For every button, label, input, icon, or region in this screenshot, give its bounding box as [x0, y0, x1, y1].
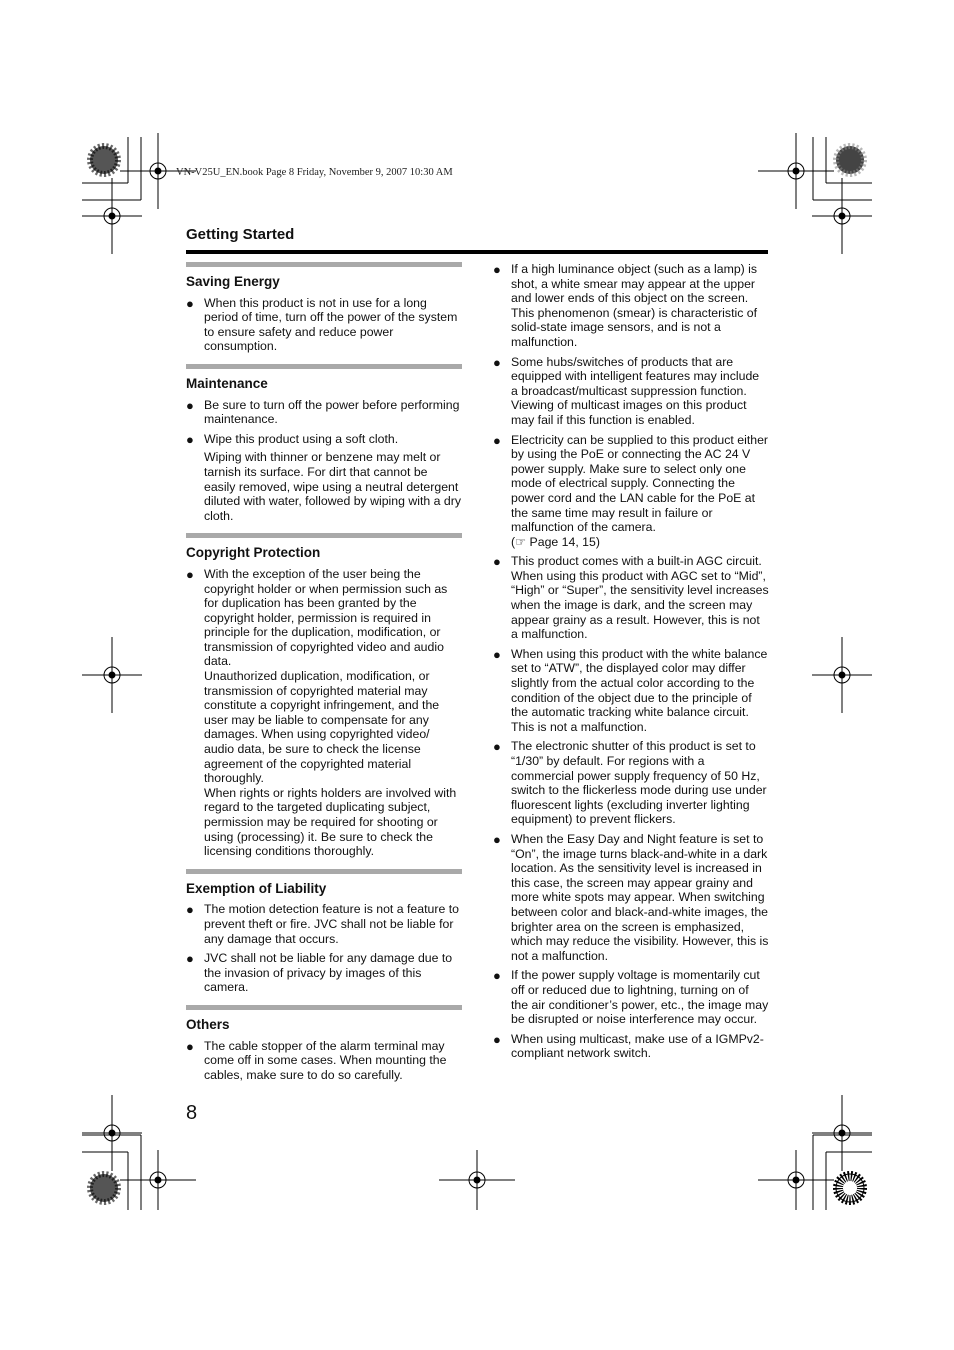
bullet-icon: ●	[493, 831, 501, 847]
bullet-item	[186, 1039, 462, 1083]
bullet-text: If the power supply voltage is momentarily cut off or reduced due to lightning, turning on of the air conditioner’s power, etc., the image may be disrupted or noise interference may occur.	[511, 968, 769, 1027]
bullet-text: If a high luminance object (such as a lamp) is shot, a white smear may appear at the upper and lower ends of this object on the screen. This phenomenon (smear) is characteristic of solid-state image sensors, and is not a malfunction.	[511, 262, 758, 349]
bullet-icon: ●	[493, 739, 501, 755]
section-heading: Copyright Protection	[186, 545, 321, 561]
bullet-text: This product comes with a built-in AGC circuit. When using this product with AGC set to “Mid”, “High” or “Super”, the sensitivity level increases when the image is dark, and the screen may appear grainy as a result. However, this is not a malfunction.	[511, 554, 769, 642]
bullet-item	[493, 647, 769, 735]
bullet-text: Unauthorized duplication, modification, or transmission of copyrighted material may constitute a copyright infringement, and the user may be liable to compensate for any damages. When using copyrighted video/ audio data, be sure to check the license agreement of the copyrighted material thoroughly.	[204, 669, 440, 786]
bullet-text: JVC shall not be liable for any damage due to the invasion of privacy by images of this camera.	[204, 951, 453, 995]
bullet-icon: ●	[186, 566, 194, 582]
bullet-item	[493, 433, 769, 550]
section	[186, 869, 462, 995]
bullet-icon: ●	[186, 951, 194, 967]
bullet-text: The cable stopper of the alarm terminal may come off in some cases. When mounting the cables, make sure to do so carefully.	[204, 1038, 447, 1082]
page-reference: (☞ Page 14, 15)	[511, 534, 600, 549]
right-column	[493, 262, 769, 1066]
bullet-icon: ●	[186, 1038, 194, 1054]
bullet-item	[186, 398, 462, 427]
bullet-text: The motion detection feature is not a feature to prevent theft or fire. JVC shall not be liable for any damage that occurs.	[204, 902, 459, 946]
section	[186, 533, 462, 858]
bullet-text: When this product is not in use for a long period of time, turn off the power of the system to ensure safety and reduce power consumption.	[204, 295, 458, 354]
bullet-icon: ●	[186, 397, 194, 413]
bullet-icon: ●	[493, 646, 501, 662]
bullet-icon: ●	[493, 354, 501, 370]
bullet-icon: ●	[493, 432, 501, 448]
bullet-icon: ●	[186, 295, 194, 311]
bullet-icon: ●	[493, 1031, 501, 1047]
bullet-text: When using multicast, make use of a IGMPv2-compliant network switch.	[511, 1031, 764, 1061]
section-heading: Exemption of Liability	[186, 880, 327, 896]
section-divider	[186, 262, 462, 267]
bullet-icon: ●	[493, 968, 501, 984]
bullet-item	[186, 951, 462, 995]
bullet-item	[186, 902, 462, 946]
section-heading: Maintenance	[186, 375, 268, 391]
bullet-item	[493, 968, 769, 1026]
bullet-text: Wiping with thinner or benzene may melt or tarnish its surface. For dirt that cannot be easily removed, wipe using a neutral detergent diluted with water, followed by wiping with a dry cloth.	[204, 450, 461, 523]
page-title: Getting Started	[186, 226, 295, 243]
section-heading: Saving Energy	[186, 274, 280, 289]
print-header: VN-V25U_EN.book Page 8 Friday, November 9, 2007 10:30 AM	[176, 167, 453, 178]
section-divider	[186, 1005, 462, 1010]
section	[186, 1005, 462, 1082]
bullet-item	[186, 296, 462, 354]
bullet-text: When the Easy Day and Night feature is set to “On”, the image turns black-and-white in a dark location. As the sensitivity level is increased in this case, the screen may appear grainy and more white spots may appear. When switching between color and black-and-white images, the brighter area on the screen is emphasized, which may reduce the visibility. However, this is not a malfunction.	[511, 831, 769, 963]
bullet-item	[186, 567, 462, 859]
section	[186, 262, 462, 354]
bullet-icon: ●	[493, 262, 501, 277]
bullet-item	[493, 355, 769, 428]
bullet-icon: ●	[186, 431, 194, 447]
bullet-text: When using this product with the white balance set to “ATW”, the displayed color may differ slightly from the actual color according to the condition of the object due to the principle of the automatic tracking white balance circuit. This is not a malfunction.	[511, 646, 768, 734]
page-number: 8	[186, 1102, 198, 1124]
bullet-text: The electronic shutter of this product is set to “1/30” by default. For regions with a commercial power supply frequency of 50 Hz, switch to the flickerless mode during use under fluorescent lights (excluding inverter lighting equipment) to prevent flickers.	[511, 739, 767, 827]
bullet-item	[493, 554, 769, 642]
section-divider	[186, 364, 462, 369]
title-rule	[186, 250, 768, 254]
section-heading: Others	[186, 1016, 230, 1032]
section-divider	[186, 533, 462, 538]
bullet-icon: ●	[186, 902, 194, 918]
bullet-item	[493, 1032, 769, 1061]
bullet-text: Electricity can be supplied to this product either by using the PoE or connecting the AC 24 V power supply. Make sure to select only one mode of electrical supply. Connecting the power cord and the LAN cable for the PoE at the same time may result in failure or malfunction of the camera.	[511, 432, 769, 535]
bullet-text: Be sure to turn off the power before performing maintenance.	[204, 397, 460, 427]
bullet-text: When rights or rights holders are involved with regard to the targeted duplicating subject, permission may be required for shooting or using (processing) it. Be sure to check the licensing conditions thoroughly.	[204, 785, 457, 859]
section-divider	[186, 869, 462, 874]
bullet-icon: ●	[493, 554, 501, 570]
bullet-item	[493, 262, 769, 350]
bullet-item	[493, 832, 769, 963]
left-column	[186, 262, 462, 1092]
bullet-text: Some hubs/switches of products that are equipped with intelligent features may include a broadcast/multicast suppression function. Viewing of multicast images on this product may fail if this function is enabled.	[511, 354, 760, 427]
bullet-text: Wipe this product using a soft cloth.	[204, 431, 399, 446]
section	[186, 364, 462, 523]
bullet-item	[493, 739, 769, 827]
bullet-item	[186, 432, 462, 524]
bullet-text: With the exception of the user being the copyright holder or when permission such as for duplication has been granted by the copyright holder, permission is required in principle for the duplication, modification, or transmission of copyrighted video and audio data.	[204, 566, 448, 669]
